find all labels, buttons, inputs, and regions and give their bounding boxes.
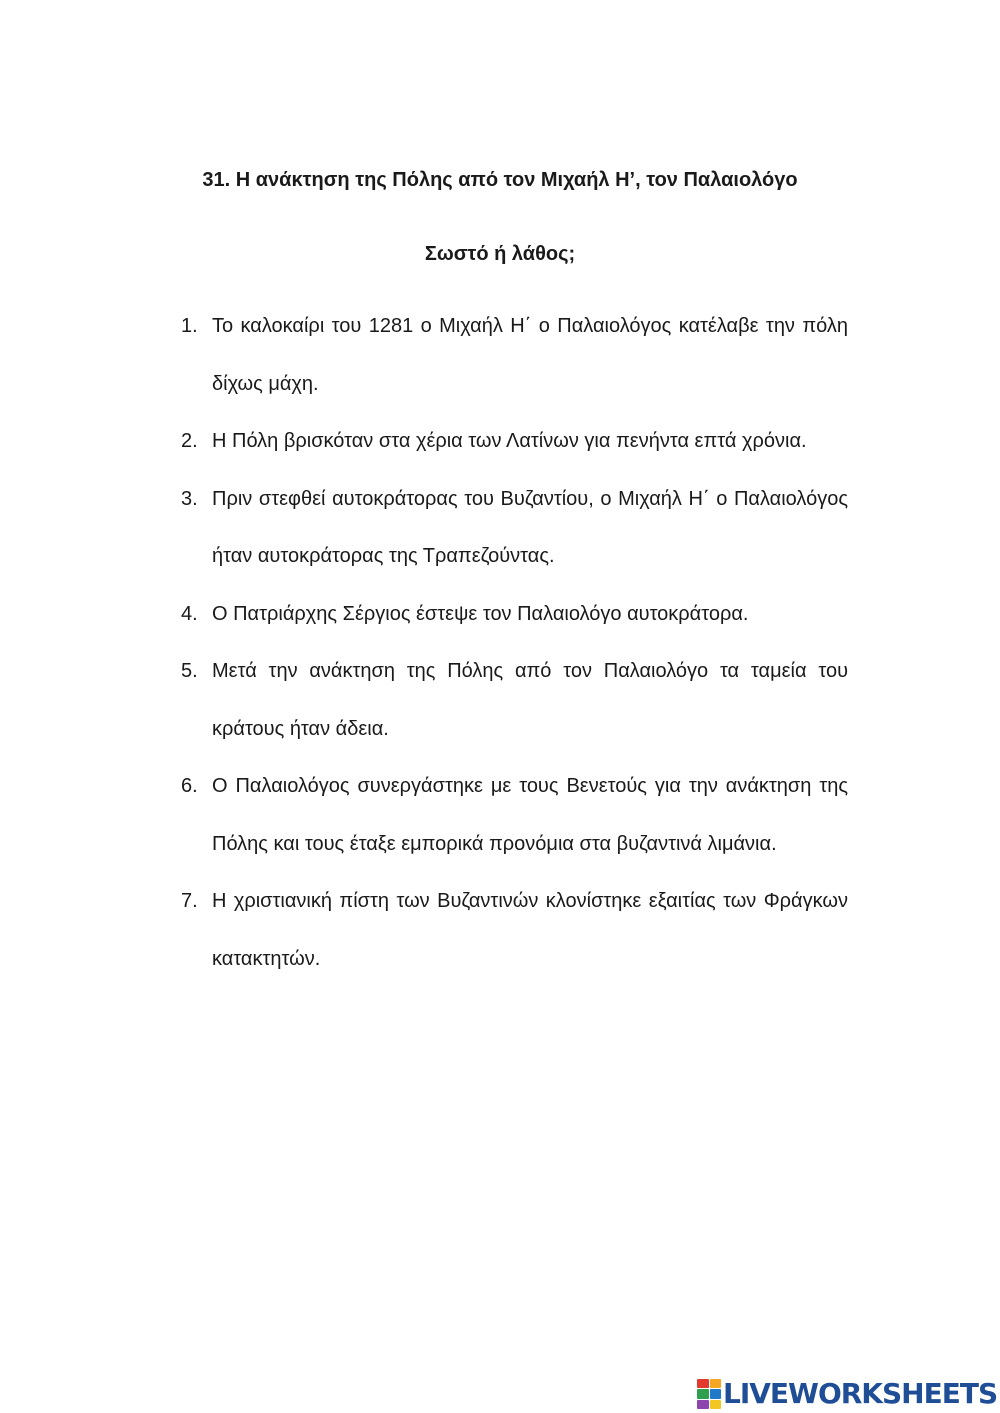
logo-block <box>710 1379 722 1388</box>
question-item <box>176 873 848 988</box>
liveworksheets-brand[interactable] <box>697 1377 997 1411</box>
question-text: Ο Παλαιολόγος συνεργάστηκε με τους Βενετούς για την ανάκτηση της Πόλης και τους έταξε εμπορικά προνόμια στα βυζαντινά λιμάνια. <box>212 775 848 855</box>
question-list <box>176 298 848 988</box>
question-text: Η Πόλη βρισκόταν στα χέρια των Λατίνων για πενήντα επτά χρόνια. <box>212 430 807 452</box>
question-number: 6. <box>181 775 198 797</box>
page-title: 31. Η ανάκτηση της Πόλης από τον Μιχαήλ Η’, τον Παλαιολόγο <box>202 169 798 191</box>
question-number: 3. <box>181 487 198 510</box>
question-item <box>176 471 848 586</box>
question-number: 4. <box>181 602 198 625</box>
question-number: 5. <box>181 660 198 682</box>
question-number: 7. <box>181 890 198 912</box>
question-item <box>176 413 848 471</box>
logo-block <box>697 1379 709 1388</box>
question-item <box>176 643 848 758</box>
liveworksheets-logo-icon <box>697 1379 721 1409</box>
logo-block <box>710 1400 722 1409</box>
logo-block <box>710 1389 722 1398</box>
brand-name: LIVEWORKSHEETS <box>723 1377 998 1410</box>
logo-block <box>697 1400 709 1409</box>
question-text: Ο Πατριάρχης Σέργιος έστεψε τον Παλαιολόγο αυτοκράτορα. <box>212 602 749 625</box>
question-text: Το καλοκαίρι του 1281 ο Μιχαήλ Η΄ ο Παλαιολόγος κατέλαβε την πόλη δίχως μάχη. <box>212 315 848 395</box>
question-number: 1. <box>181 315 198 337</box>
question-item <box>176 586 848 644</box>
question-item <box>176 758 848 873</box>
question-text: Η χριστιανική πίστη των Βυζαντινών κλονίστηκε εξαιτίας των Φράγκων κατακτητών. <box>212 890 848 970</box>
page-subtitle: Σωστό ή λάθος; <box>424 243 576 265</box>
question-number: 2. <box>181 430 198 452</box>
question-text: Μετά την ανάκτηση της Πόλης από τον Παλαιολόγο τα ταμεία του κράτους ήταν άδεια. <box>212 660 848 740</box>
question-text: Πριν στεφθεί αυτοκράτορας του Βυζαντίου, ο Μιχαήλ Η΄ ο Παλαιολόγος ήταν αυτοκράτορας της Τραπεζούντας. <box>212 487 848 567</box>
logo-block <box>697 1389 709 1398</box>
question-item <box>176 298 848 413</box>
